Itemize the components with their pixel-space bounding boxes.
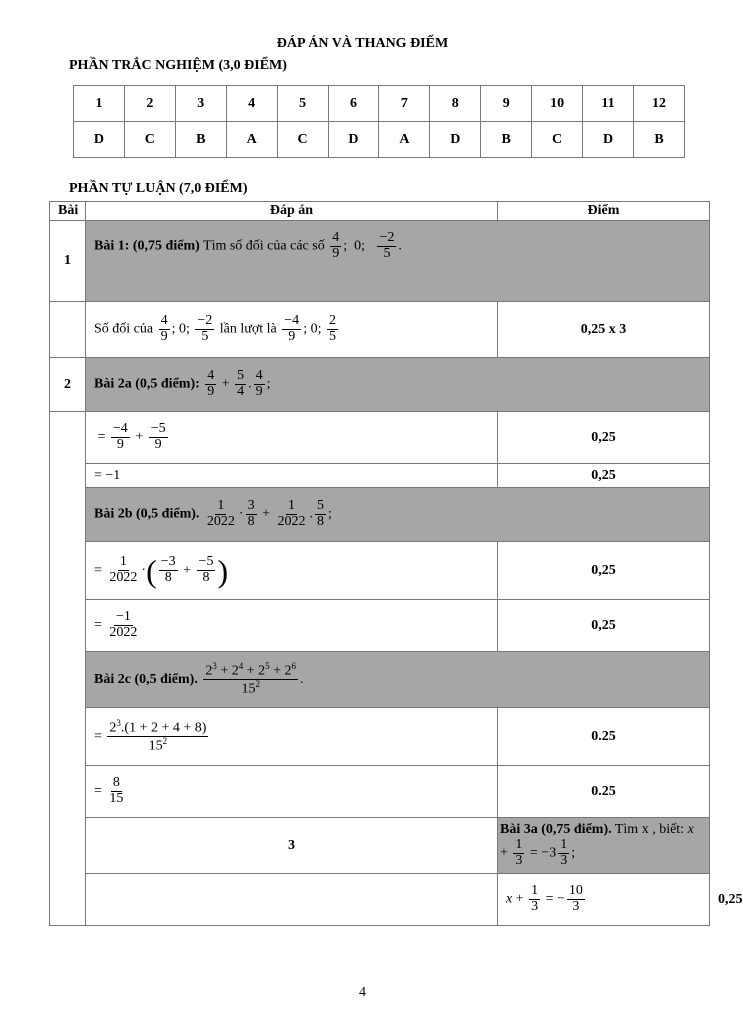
answer-cell: B (633, 122, 684, 158)
bai-2b-score-1: 0,25 (498, 542, 710, 600)
bai-2a-question: Bài 2a (0,5 điểm): $\frac{4}{9}$ + $\frac{5}{4}$ . $\frac{4}{9}$ ; (86, 358, 710, 412)
bai-2a-score-1: 0,25 (498, 412, 710, 464)
bai-2b-score-2: 0,25 (498, 600, 710, 652)
bai-1-question: Bài 1: (0,75 điểm) Tìm số đối của các số $\frac{4}{9}$ ; 0; $\frac{-2}{5}$ . (86, 221, 710, 302)
bai-2a-step-1: = $\frac{-4}{9}$ + $\frac{-5}{9}$ (86, 412, 498, 464)
question-number-row (74, 86, 685, 122)
bai-2b-question: Bài 2b (0,5 điểm). $\frac{1}{2022}$ · $\frac{3}{8}$ + $\frac{1}{2022}$ . $\frac{5}{8}$ ; (86, 488, 710, 542)
bai-1-answer: Số đối của $\frac{4}{9}$ ; 0; $\frac{-2}{5}$ lần lượt là $\frac{-4}{9}$ ; 0; $\frac{2}{5}$ (86, 302, 498, 358)
header-bai: Bài (50, 202, 86, 221)
question-number: 1 (74, 86, 125, 122)
answer-cell: B (175, 122, 226, 158)
answer-cell: D (74, 122, 125, 158)
answer-cell: A (226, 122, 277, 158)
question-number: 6 (328, 86, 379, 122)
answer-cell: D (583, 122, 634, 158)
bai-1-score: 0,25 x 3 (498, 302, 710, 358)
question-number: 9 (481, 86, 532, 122)
bai-2a-step-2: = −1 (86, 464, 498, 488)
answer-row (74, 122, 685, 158)
question-number: 8 (430, 86, 481, 122)
question-number: 7 (379, 86, 430, 122)
answer-cell: A (379, 122, 430, 158)
question-number: 2 (124, 86, 175, 122)
bai-2c-score-1: 0.25 (498, 708, 710, 766)
answer-key-table (73, 85, 685, 158)
bai-2c-question: Bài 2c (0,5 điểm). $\frac{2^3 + 2^4 + 2^5 + 2^6}{15^2}$ . (86, 652, 710, 708)
header-dap-an: Đáp án (86, 202, 498, 221)
bai-2c-score-2: 0.25 (498, 766, 710, 818)
question-number: 5 (277, 86, 328, 122)
answer-cell: B (481, 122, 532, 158)
bai-1-number: 1 (50, 221, 86, 302)
bai-3a-question: Bài 3a (0,75 điểm). Tìm x , biết: x + $\frac{1}{3}$ = −3 $\frac{1}{3}$ ; (498, 818, 710, 874)
answer-cell: D (328, 122, 379, 158)
answer-cell: C (124, 122, 175, 158)
bai-2b-step-1: = $\frac{1}{2022}$ ·( $\frac{-3}{8}$ + $\frac{-5}{8}$ ) (86, 542, 498, 600)
bai-2-number: 2 (50, 358, 86, 412)
page-number: 4 (359, 985, 366, 1000)
answer-cell: C (277, 122, 328, 158)
page-title: ĐÁP ÁN VÀ THANG ĐIỂM (276, 36, 449, 51)
question-number: 12 (633, 86, 684, 122)
bai-2c-step-1: = $\frac{2^3.(1 + 2 + 4 + 8)}{15^2}$ (86, 708, 498, 766)
section-essay: PHẦN TỰ LUẬN (7,0 ĐIỂM) (69, 181, 248, 196)
question-number: 4 (226, 86, 277, 122)
header-diem: Điểm (498, 202, 710, 221)
question-number: 10 (532, 86, 583, 122)
bai-3-number: 3 (86, 818, 498, 874)
answer-cell: C (532, 122, 583, 158)
bai-2a-score-2: 0,25 (498, 464, 710, 488)
bai-3a-step-1: x + $\frac{1}{3}$ = − $\frac{10}{3}$ (498, 874, 710, 926)
question-number: 11 (583, 86, 634, 122)
bai-2c-step-2: = $\frac{8}{15}$ (86, 766, 498, 818)
question-number: 3 (175, 86, 226, 122)
section-multiple-choice: PHẦN TRẮC NGHIỆM (3,0 ĐIỂM) (69, 58, 287, 73)
essay-table: Bài Đáp án Điểm 1 Bài 1: (0,75 điểm) Tìm số đối của các số $\frac{4}{9}$ ; 0; $\frac{-2}{5}$ . Số đối của $\frac{4}{9}$ ; 0; $\frac{-2}{5}$ lần lượt là $\frac{-4}{9}$ ; 0; $\frac{2}{5}$ 0,25 x 3 2 Bài 2a (0,5 điểm): $\frac{4}{9}$ + $\frac{5}{4}$ . $\frac{4}{9}$ ; = $\frac{-4}{9}$ + $\frac{-5}{9}$ 0,25 = −1 0,25 Bài 2b (0,5 điểm). $\frac{1}{2022}$ · $\frac{3}{8}$ + $\frac{1}{2022}$ . $\frac{5}{8}$ ; = $\frac{1}{2022}$ ·( $\frac{-3}{8}$ + $\frac{-5}{8}$ ) 0,25 = $\frac{-1}{2022}$ 0,25 Bài 2c (0,5 điểm). $\frac{2^3 + 2^4 + 2^5 + 2^6}{15^2}$ . = $\frac{2^3.(1 + 2 + 4 + 8)}{15^2}$ 0.25 = $\frac{8}{15}$ 0.25 3 Bài 3a (0,75 điểm). Tìm x , biết: x + $\frac{1}{3}$ = −3 $\frac{1}{3}$ ; x + $\frac{1}{3}$ = − $\frac{10}{3}$ 0,25 (49, 201, 710, 926)
answer-cell: D (430, 122, 481, 158)
bai-2b-step-2: = $\frac{-1}{2022}$ (86, 600, 498, 652)
